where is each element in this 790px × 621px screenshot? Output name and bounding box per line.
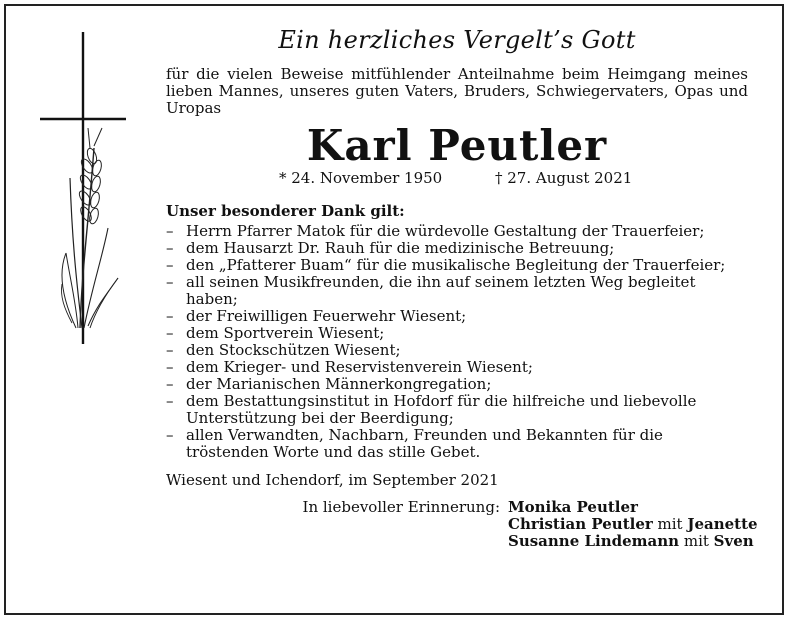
notice-content [166, 26, 758, 559]
mourner-line: Monika Peutler [508, 498, 638, 516]
place-date: Wiesent und Ichendorf, im September 2021 [166, 471, 499, 489]
mourner-names [508, 499, 758, 550]
cross-with-wheat [36, 28, 136, 348]
list-item: – den Stockschützen Wiesent; [166, 341, 401, 359]
signoff [166, 498, 758, 559]
list-item: – dem Krieger- und Reservistenverein Wiesent; [166, 358, 533, 376]
list-item: – dem Hausarzt Dr. Rauh für die medizinische Betreuung; [166, 239, 615, 257]
cross-wheat-icon [36, 28, 136, 348]
death-date: † 27. August 2021 [495, 169, 633, 187]
list-item: – der Freiwilligen Feuerwehr Wiesent; [166, 307, 467, 325]
birth-date: * 24. November 1950 [279, 169, 443, 187]
memory-label: In liebevoller Erinnerung: [302, 498, 500, 516]
headline: Ein herzliches Vergelt’s Gott [278, 26, 636, 54]
list-item: – Herrn Pfarrer Matok für die würdevolle Gestaltung der Trauerfeier; [166, 222, 705, 240]
mourner-line: Christian Peutler mit Jeanette [508, 515, 758, 533]
list-item: – allen Verwandten, Nachbarn, Freunden und Bekannten für die tröstenden Worte und das stille Gebet. [166, 426, 663, 461]
list-item: – dem Sportverein Wiesent; [166, 324, 385, 342]
thanks-list [166, 223, 748, 461]
intro-text: für die vielen Beweise mitfühlender Anteilnahme beim Heimgang meines lieben Mannes, unseres guten Vaters, Bruders, Schwiegervaters, Opas und Uropas [166, 65, 748, 117]
list-item: – all seinen Musikfreunden, die ihn auf seinem letzten Weg begleitet haben; [166, 273, 696, 308]
life-dates [166, 169, 748, 189]
list-item: – den „Pfatterer Buam“ für die musikalische Begleitung der Trauerfeier; [166, 256, 726, 274]
list-item: – dem Bestattungsinstitut in Hofdorf für die hilfreiche und liebevolle Unterstützung bei der Beerdigung; [166, 392, 697, 427]
mourner-line: Susanne Lindemann mit Sven [508, 532, 754, 550]
deceased-name: Karl Peutler [306, 121, 608, 170]
thanks-title: Unser besonderer Dank gilt: [166, 202, 405, 220]
list-item: – der Marianischen Männerkongregation; [166, 375, 492, 393]
